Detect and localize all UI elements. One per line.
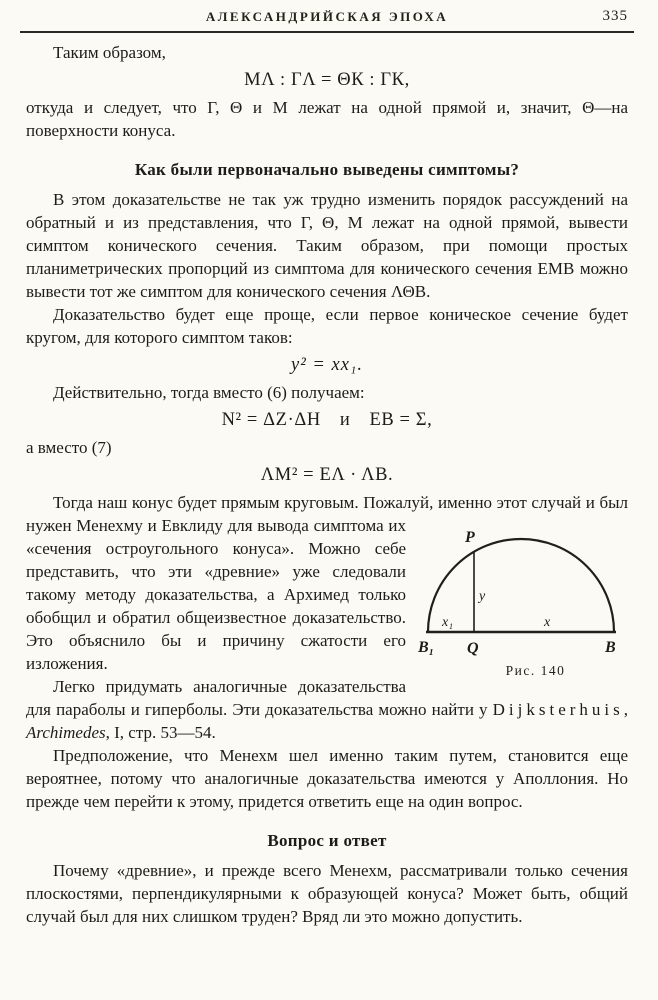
label-y: y (479, 589, 486, 604)
header-rule (20, 31, 634, 33)
page-number: 335 (602, 8, 628, 24)
paragraph-thus: Таким образом, (53, 43, 166, 62)
figure-140-diagram (416, 516, 628, 656)
semicircle-arc (428, 539, 614, 632)
running-title: АЛЕКСАНДРИЙСКАЯ ЭПОХА (205, 9, 449, 24)
label-x1: x₁ (442, 615, 454, 630)
reference-text: Легко придумать аналогичные доказательства для параболы и гиперболы. Эти доказательства можно найти у (26, 677, 493, 719)
figure-140 (416, 516, 628, 682)
paragraph-why-ancients: Почему «древние», и прежде всего Менехм, рассматривали только сечения плоскостями, перпендикулярными к образующей конуса? Может быть, общий случай был для них слишком труден? Вряд ли это можно допустить. (26, 861, 628, 926)
formula-circle-symptom: y² = xx₁. (291, 355, 363, 375)
reference-separator: , (623, 700, 628, 719)
label-B1: B₁ (418, 639, 435, 656)
formula-substitution-7: ΛМ² = ЕΛ · ΛВ. (260, 465, 394, 485)
author-name: Dijksterhuis (492, 700, 624, 719)
formula-substitution-6: N² = ΔZ·ΔН и ЕВ = Σ, (221, 410, 433, 430)
paragraph-instead-of-7: а вместо (7) (26, 438, 112, 457)
book-title: Archimedes (26, 723, 106, 742)
paragraph-whence-follows: откуда и следует, что Г, Θ и М лежат на одной прямой и, значит, Θ—на поверхности конуса. (26, 98, 628, 140)
label-x: x (544, 615, 551, 630)
label-B: B (605, 639, 616, 656)
label-P: P (465, 529, 475, 546)
section-heading-question-answer: Вопрос и ответ (267, 831, 387, 850)
formula-proportion: МΛ : ГΛ = ΘК : ГК, (244, 70, 410, 90)
figure-caption: Рис. 140 (505, 663, 566, 678)
section-heading-symptoms: Как были первоначально выведены симптомы? (134, 160, 520, 179)
paragraph-right-circular-cone (26, 491, 628, 678)
paragraph-text-before-figure: Тогда наш конус будет прямым круговым. Пожалуй, именно этот случай и был нужен Менехму и Евклиду для вывода симптома (26, 493, 628, 535)
page-header (26, 8, 628, 26)
label-Q: Q (467, 640, 479, 656)
paragraph-analogous-proofs (26, 675, 628, 744)
paragraph-indeed: Действительно, тогда вместо (6) получаем: (53, 383, 365, 402)
reference-pages: , I, стр. 53—54. (105, 723, 216, 742)
paragraph-assumption-menaechmus: Предположение, что Менехм шел именно таким путем, становится еще вероятнее, потому что аналогичные доказательства имеются у Аполлония. Но прежде чем перейти к этому, придется ответить еще на один вопрос. (26, 746, 628, 811)
paragraph-text-after-figure: их «сечения остроугольного конуса». Можно себе представить, что эти «древние» уже следовали такому методу доказательства, а Архимед только обобщил и обратил общеизвестное доказательство. Это объяснило бы и причину сжатости его изложения. (26, 516, 407, 673)
page-body (26, 41, 628, 928)
paragraph-proof-simpler: Доказательство будет еще проще, если первое коническое сечение будет кругом, для которого симптом таков: (26, 305, 628, 347)
paragraph-proof-reversal: В этом доказательстве не так уж трудно изменить порядок рассуждений на обратный и из представления, что Г, Θ, М лежат на одной прямой, вывести симптом конического сечения. Таким образом, при помощи простых планиметрических пропорций из симптома для конического сечения ЕМВ можно вывести тот же симптом для конического сечения ΛΘВ. (26, 190, 628, 301)
